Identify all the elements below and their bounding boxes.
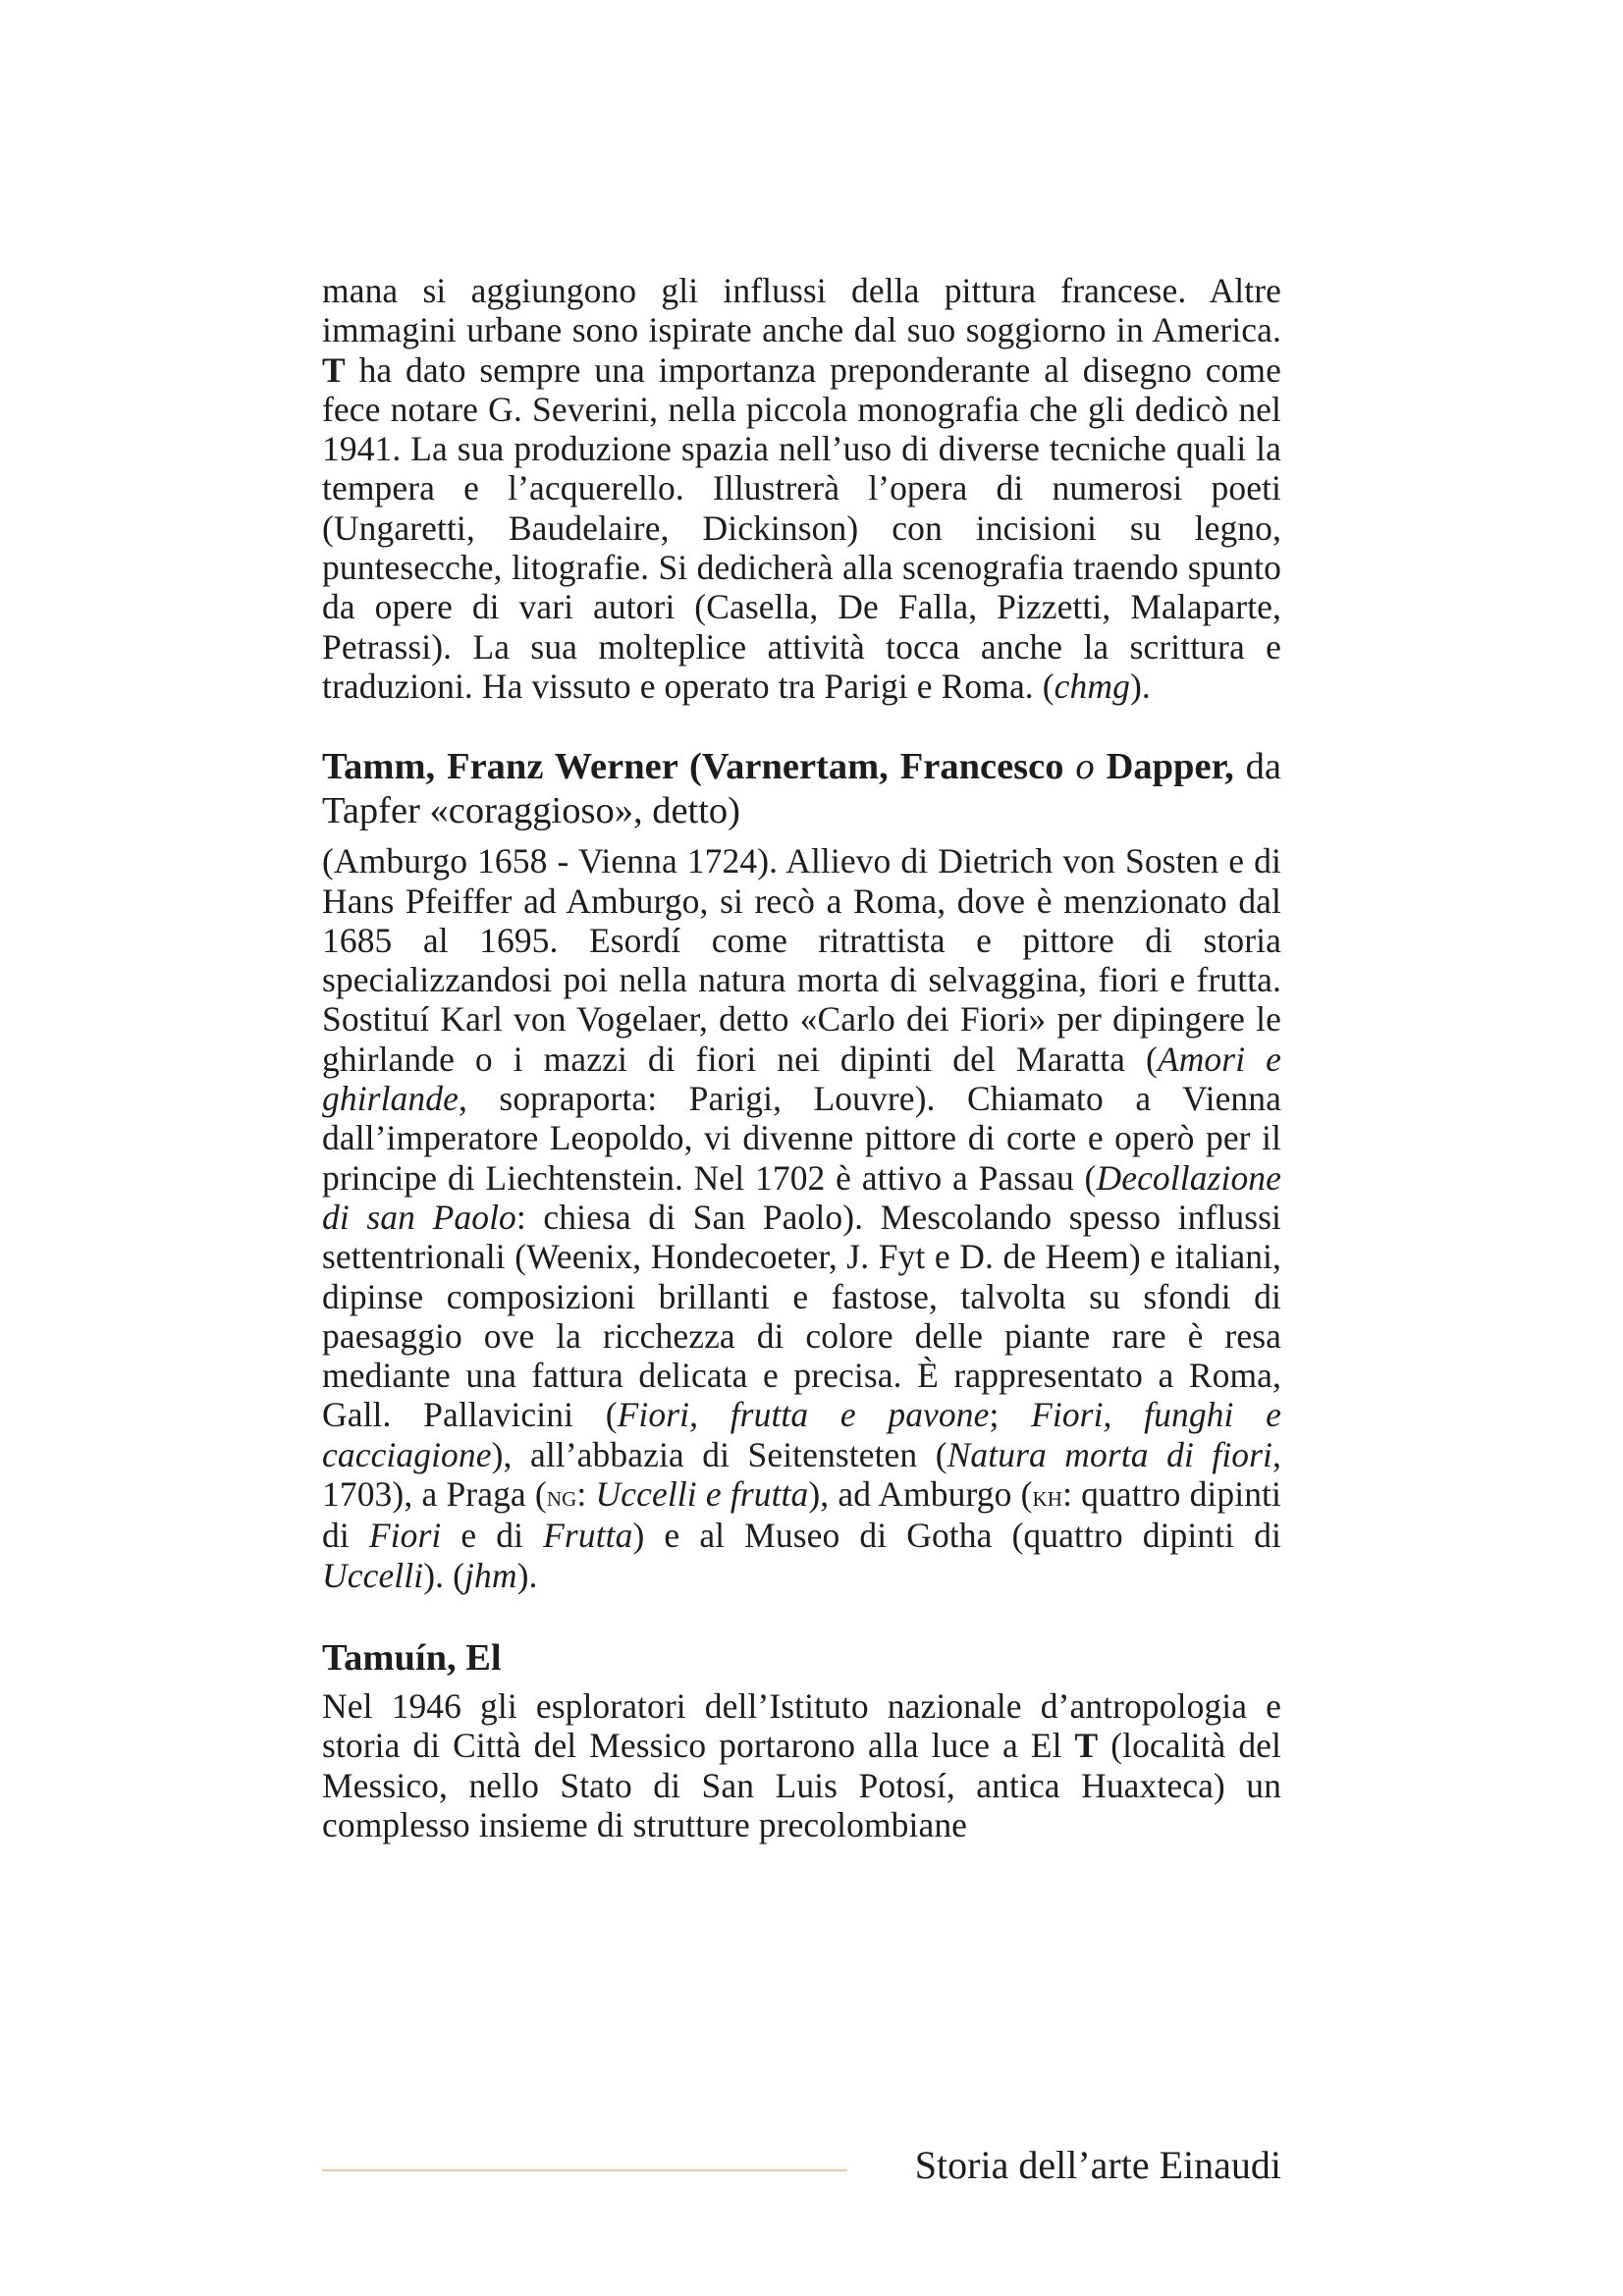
entry-tamm xyxy=(322,745,1281,1595)
text-run: ; xyxy=(989,1395,1032,1435)
heading-bold: Dapper, xyxy=(1094,746,1234,788)
artwork-title: Fiori xyxy=(368,1516,442,1556)
text-run: ). xyxy=(1129,666,1151,706)
heading-bold: Tamm, Franz Werner (Varnertam, Francesco xyxy=(322,746,1076,788)
entry-body xyxy=(322,1686,1281,1844)
text-run: ), ad Amburgo ( xyxy=(808,1474,1033,1515)
text-run: Nel 1946 gli esploratori dell’Istituto nazionale d’antropologia e storia di Città del Messico portarono alla luce a El xyxy=(322,1685,1281,1766)
text-run: , 1703), a Praga ( xyxy=(322,1434,1282,1515)
text-run: mana si aggiungono gli influssi della pittura francese. Altre immagini urbane sono ispirate anche dal suo soggiorno in America. xyxy=(322,271,1281,350)
text-run: e di xyxy=(441,1516,544,1556)
artwork-title: Amori e ghirlande xyxy=(322,1039,1281,1119)
text-run: : xyxy=(576,1474,596,1515)
bold-abbreviation: T xyxy=(1074,1726,1099,1766)
text-run: ). ( xyxy=(423,1555,464,1595)
text-run: ) e al Museo di Gotha (quattro dipinti di xyxy=(632,1516,1281,1556)
heading-bold: Tamuín, El xyxy=(322,1636,502,1679)
artwork-title: Natura morta di fiori xyxy=(947,1434,1273,1474)
text-run: (località del Messico, nello Stato di San Luis Potosí, antica Huaxteca) un complesso insieme di strutture precolombiane xyxy=(322,1726,1281,1844)
entry-heading xyxy=(322,745,1281,833)
artwork-title: Frutta xyxy=(543,1516,633,1556)
author-initials: jhm xyxy=(464,1555,517,1595)
artwork-title: Uccelli xyxy=(322,1555,424,1595)
bold-abbreviation: T xyxy=(322,349,346,390)
author-initials: chmg xyxy=(1054,666,1130,706)
text-run: : chiesa di San Paolo). Mescolando spesso influssi settentrionali (Weenix, Hondecoeter, J. Fyt e D. de Heem) e italiani, dipinse composizioni brillanti e fastose, talvolta su sfondi di paesaggio ove la ricchezza di colore delle piante rare è resa mediante una fattura delicata e precisa. È rappresentato a Roma, Gall. Pallavicini ( xyxy=(322,1197,1281,1435)
main-text-column xyxy=(322,271,1281,1844)
entry-heading xyxy=(322,1636,1281,1681)
artwork-title: Fiori, funghi e cacciagione xyxy=(322,1395,1281,1474)
footer-title: Storia dell’arte Einaudi xyxy=(914,2143,1281,2187)
museum-abbreviation: kh xyxy=(1032,1479,1063,1514)
footer-rule xyxy=(322,2169,847,2171)
text-run: ), all’abbazia di Seitensteten ( xyxy=(491,1434,947,1474)
artwork-title: Fiori, frutta e pavone xyxy=(617,1395,990,1435)
museum-abbreviation: ng xyxy=(546,1479,577,1514)
entry-body xyxy=(322,841,1281,1595)
text-run: : quattro dipinti di xyxy=(322,1474,1281,1556)
heading-italic: o xyxy=(1075,746,1095,788)
artwork-title: Decollazione di san Paolo xyxy=(322,1157,1281,1237)
text-run: ha dato sempre una importanza preponderante al disegno come fece notare G. Severini, nella piccola monografia che gli dedicò nel 1941. La sua produzione spazia nell’uso di diverse tecniche quali la tempera e l’acquerello. Illustrerà l’opera di numerosi poeti (Ungaretti, Baudelaire, Dickinson) con incisioni su legno, puntesecche, litografie. Si dedicherà alla scenografia traendo spunto da opere di vari autori (Casella, De Falla, Pizzetti, Malaparte, Petrassi). La sua molteplice attività tocca anche la scrittura e traduzioni. Ha vissuto e operato tra Parigi e Roma. ( xyxy=(322,349,1281,706)
text-run: (Amburgo 1658 - Vienna 1724). Allievo di Dietrich von Sosten e di Hans Pfeiffer ad Amburgo, si recò a Roma, dove è menzionato dal 1685 al 1695. Esordí come ritrattista e pittore di storia specializzandosi poi nella natura morta di selvaggina, fiori e frutta. Sostituí Karl von Vogelaer, detto «Carlo dei Fiori» per dipingere le ghirlande o i mazzi di fiori nei dipinti del Maratta ( xyxy=(322,841,1281,1079)
text-run: , sopraporta: Parigi, Louvre). Chiamato a Vienna dall’imperatore Leopoldo, vi divenne pittore di corte e operò per il principe di Liechtenstein. Nel 1702 è attivo a Passau ( xyxy=(322,1079,1281,1198)
entry-tamuin xyxy=(322,1636,1281,1844)
continuation-paragraph xyxy=(322,271,1281,706)
page-footer xyxy=(322,2142,1281,2191)
text-run: ). xyxy=(516,1555,538,1595)
heading-normal: da Tapfer «coraggioso», detto) xyxy=(322,746,1281,832)
artwork-title: Uccelli e frutta xyxy=(595,1474,809,1515)
